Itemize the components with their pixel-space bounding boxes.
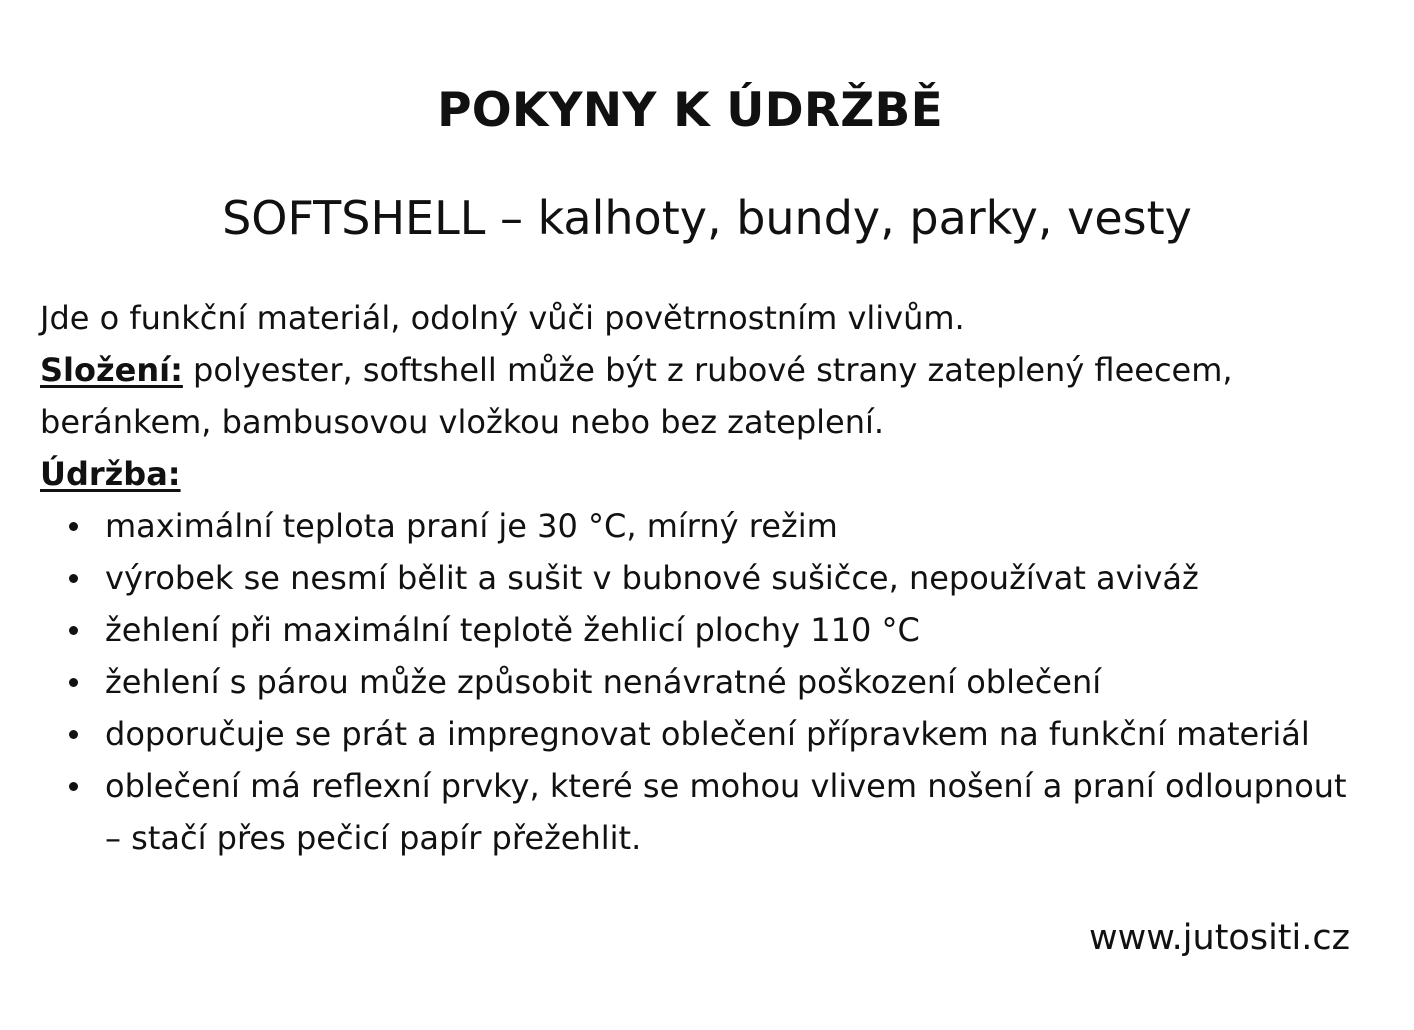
website-url: www.jutositi.cz [1089,918,1350,958]
list-item: oblečení má reflexní prvky, které se mohou vlivem nošení a praní odloupnout – stačí přes pečicí papír přežehlit. [105,760,1370,864]
maintenance-heading [40,448,1370,500]
list-item: výrobek se nesmí bělit a sušit v bubnové sušičce, nepoužívat aviváž [105,552,1370,604]
composition-text: polyester, softshell může být z rubové strany zateplený fleecem, beránkem, bambusovou vložkou nebo bez zateplení. [40,351,1233,441]
list-item: maximální teplota praní je 30 °C, mírný režim [105,500,1370,552]
list-item: žehlení při maximální teplotě žehlicí plochy 110 °C [105,604,1370,656]
document-body [40,292,1370,864]
list-item: doporučuje se prát a impregnovat oblečení přípravkem na funkční materiál [105,708,1370,760]
maintenance-list [40,500,1370,864]
composition-label: Složení: [40,351,183,389]
document-title: POKYNY K ÚDRŽBĚ [437,83,943,138]
intro-paragraph: Jde o funkční materiál, odolný vůči povětrnostním vlivům. [40,299,965,337]
document-subtitle: SOFTSHELL – kalhoty, bundy, parky, vesty [222,191,1192,245]
list-item: žehlení s párou může způsobit nenávratné poškození oblečení [105,656,1370,708]
maintenance-label: Údržba: [40,455,181,493]
composition-paragraph [40,344,1370,448]
